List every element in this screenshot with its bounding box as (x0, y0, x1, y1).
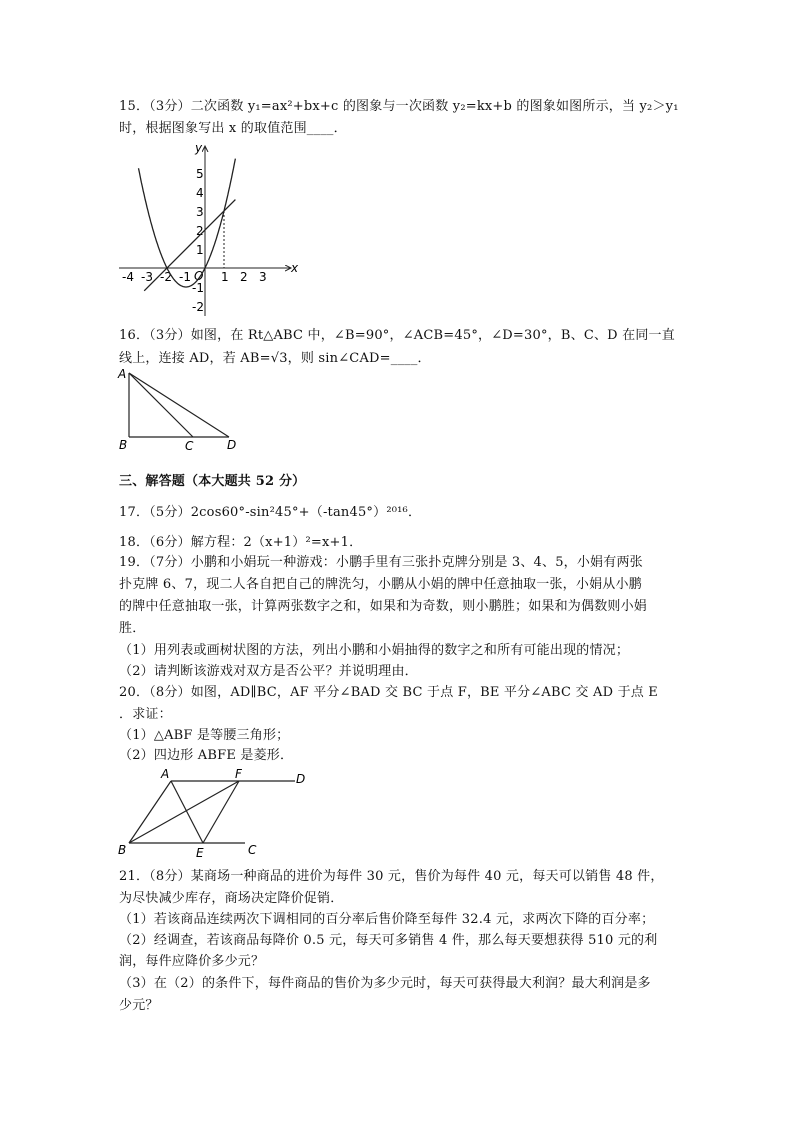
point-F-label: F (235, 767, 242, 781)
segment-AB (129, 781, 171, 843)
q19-line4: 胜． (119, 621, 146, 636)
q20-sub2: （2）四边形 ABFE 是菱形． (119, 748, 294, 763)
q21-sub1: （1）若该商品连续两次下调相同的百分率后售价降至每件 32.4 元，求两次下降的百分率； (119, 912, 655, 927)
origin-label: O (194, 269, 204, 283)
point-A-label: A (118, 367, 127, 381)
x-tick-label: 2 (240, 270, 248, 284)
q19-sub1: （1）用列表或画树状图的方法，列出小鹏和小娟抽得的数字之和所有可能出现的情况； (119, 643, 630, 658)
q16-line1: 16．（3分）如图，在 Rt△ABC 中，∠B=90°，∠ACB=45°，∠D=30°，B、C、D 在同一直 (119, 328, 675, 343)
y-axis-label: y (195, 141, 203, 155)
q19-line3: 的牌中任意抽取一张，计算两张数字之和，如果和为奇数，则小鹏胜；如果和为偶数则小娟 (119, 599, 648, 614)
q20-sub1: （1）△ABF 是等腰三角形； (119, 728, 290, 743)
q15-line2: 时，根据图象写出 x 的取值范围____． (119, 121, 347, 136)
point-D-label: D (227, 438, 237, 452)
segment-AC (129, 373, 193, 437)
y-tick-label: -1 (192, 281, 204, 295)
y-tick-label: 5 (196, 167, 204, 181)
x-axis-label: x (291, 261, 299, 275)
q21-sub2b: 润，每件应降价多少元？ (119, 954, 265, 969)
q15-function-graph (115, 140, 305, 320)
q19-sub2: （2）请判断该游戏对双方是否公平？并说明理由． (119, 664, 418, 679)
q18: 18．（6分）解方程：2（x+1）²=x+1． (119, 535, 363, 550)
q20-line1: 20．（8分）如图，AD∥BC，AF 平分∠BAD 交 BC 于点 F，BE 平分∠ABC 交 AD 于点 E (119, 685, 658, 700)
q20-parallelogram-figure (115, 765, 315, 860)
q19-line1: 19．（7分）小鹏和小娟玩一种游戏：小鹏手里有三张扑克牌分别是 3、4、5，小娟有两张 (119, 555, 643, 570)
point-C-label: C (185, 439, 194, 453)
x-tick-label: -3 (141, 270, 153, 284)
point-D-label: D (296, 772, 306, 786)
q15-line1: 15．（3分）二次函数 y₁=ax²+bx+c 的图象与一次函数 y₂=kx+b 的图象如图所示，当 y₂＞y₁ (119, 99, 679, 114)
y-tick-label: 4 (196, 186, 204, 200)
q16-line2: 线上，连接 AD，若 AB=√3，则 sin∠CAD=____． (119, 351, 431, 366)
point-B-label: B (118, 843, 127, 857)
segment-AD (129, 373, 229, 437)
q21-sub3a: （3）在（2）的条件下，每件商品的售价为多少元时，每天可获得最大利润？最大利润是多 (119, 976, 651, 991)
q19-line2: 扑克牌 6、7，现二人各自把自己的牌洗匀，小鹏从小娟的牌中任意抽取一张，小娟从小鹏 (119, 577, 642, 592)
q16-triangle-figure (115, 365, 245, 455)
x-tick-label: -4 (122, 270, 134, 284)
x-tick-label: -2 (160, 270, 172, 284)
y-tick-label: 3 (196, 205, 204, 219)
section-heading: 三、解答题（本大题共 52 分） (119, 474, 306, 489)
segment-FE (203, 781, 239, 843)
point-A-label: A (161, 767, 170, 781)
segment-AF-bisector (171, 781, 203, 843)
x-tick-label: 1 (221, 270, 229, 284)
q21-line1: 21．（8分）某商场一种商品的进价为每件 30 元，售价为每件 40 元，每天可以销售 48 件， (119, 869, 664, 884)
point-B-label: B (119, 438, 128, 452)
x-tick-label: -1 (179, 270, 191, 284)
point-E-label: E (196, 846, 204, 860)
y-tick-label: -2 (192, 300, 204, 314)
q21-sub3b: 少元？ (119, 998, 159, 1013)
y-tick-label: 1 (196, 243, 204, 257)
y-tick-label: 2 (196, 224, 204, 238)
q21-line2: 为尽快减少库存，商场决定降价促销． (119, 891, 344, 906)
q17: 17．（5分）2cos60°-sin²45°+（-tan45°）²⁰¹⁶． (119, 505, 422, 520)
x-tick-label: 3 (259, 270, 267, 284)
point-C-label: C (248, 843, 257, 857)
segment-BE-bisector (129, 781, 239, 843)
q21-sub2a: （2）经调查，若该商品每降价 0.5 元，每天可多销售 4 件，那么每天要想获得 510 元的利 (119, 933, 658, 948)
q20-line2: ．求证： (119, 707, 172, 722)
